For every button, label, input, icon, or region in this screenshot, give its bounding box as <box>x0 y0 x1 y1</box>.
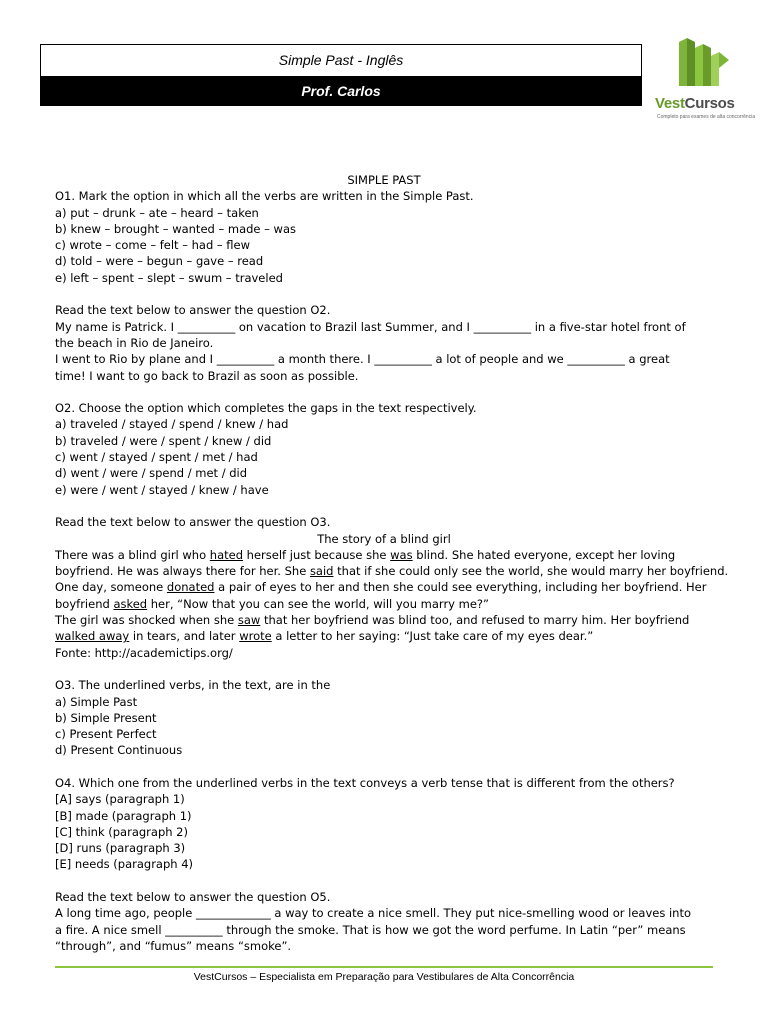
underlined-verb: hated <box>209 547 244 562</box>
story-line: walked away in tears, and later wrote a letter to her saying: “Just take care of my eyes dear.” <box>55 629 594 644</box>
q04-option-d: [D] runs (paragraph 3) <box>55 841 186 856</box>
document-body <box>55 172 729 954</box>
document-title: Simple Past - Inglês <box>41 45 641 76</box>
underlined-verb: donated <box>166 580 215 595</box>
text-02-line: time! I want to go back to Brazil as soon as possible. <box>55 368 359 383</box>
q02-option-a: a) traveled / stayed / spend / knew / had <box>55 417 289 432</box>
underlined-verb: asked <box>113 596 148 611</box>
q03-option-b: b) Simple Present <box>55 710 157 725</box>
text-05-intro: Read the text below to answer the question O5. <box>55 890 331 905</box>
q02-option-b: b) traveled / were / spent / knew / did <box>55 433 272 448</box>
q03-option-d: d) Present Continuous <box>55 743 183 758</box>
footer-text: VestCursos – Especialista em Preparação para Vestibulares de Alta Concorrência <box>193 971 575 983</box>
q01-option-e: e) left – spent – slept – swum – traveled <box>55 270 283 285</box>
underlined-verb: saw <box>237 613 261 628</box>
underlined-verb: said <box>309 564 334 579</box>
q02-option-c: c) went / stayed / spent / met / had <box>55 450 258 465</box>
section-heading: SIMPLE PAST <box>347 173 421 187</box>
story-source: Fonte: http://academictips.org/ <box>55 645 233 660</box>
teacher-banner: Prof. Carlos <box>41 76 641 106</box>
text-02-line: I went to Rio by plane and I __________ a month there. I __________ a lot of people and we __________ a great <box>55 352 670 367</box>
story-line: The girl was shocked when she saw that her boyfriend was blind too, and refused to marry him. Her boyfriend <box>55 613 690 628</box>
q02-option-d: d) went / were / spend / met / did <box>55 466 248 481</box>
question-04-stem: O4. Which one from the underlined verbs in the text conveys a verb tense that is different from the others? <box>55 775 675 790</box>
logo-mark-icon <box>671 34 751 94</box>
text-02-line: My name is Patrick. I __________ on vacation to Brazil last Summer, and I __________ in a five-star hotel front of <box>55 319 686 334</box>
story-line: boyfriend asked her, “Now that you can see the world, will you marry me?” <box>55 596 489 611</box>
question-03-stem: O3. The underlined verbs, in the text, are in the <box>55 678 331 693</box>
q01-option-d: d) told – were – begun – gave – read <box>55 254 264 269</box>
q01-option-a: a) put – drunk – ate – heard – taken <box>55 205 259 220</box>
q04-option-e: [E] needs (paragraph 4) <box>55 857 194 872</box>
story-line: One day, someone donated a pair of eyes to her and then she could see everything, including her boyfriend. Her <box>55 580 707 595</box>
question-01-stem: O1. Mark the option in which all the verbs are written in the Simple Past. <box>55 189 474 204</box>
question-02-stem: O2. Choose the option which completes the gaps in the text respectively. <box>55 401 477 416</box>
story-title: The story of a blind girl <box>317 531 451 546</box>
story-line: boyfriend. He was always there for her. She said that if she could only see the world, she would marry her boyfriend. <box>55 564 729 579</box>
underlined-verb: wrote <box>239 629 272 644</box>
q04-option-c: [C] think (paragraph 2) <box>55 824 188 839</box>
q01-option-c: c) wrote – come – felt – had – flew <box>55 238 251 253</box>
q04-option-a: [A] says (paragraph 1) <box>55 792 185 807</box>
text-05-line: a fire. A nice smell __________ through the smoke. That is how we got the word perfume. In Latin “per” means <box>55 922 686 937</box>
underlined-verb: was <box>390 547 413 562</box>
q03-option-c: c) Present Perfect <box>55 727 157 742</box>
logo-tagline: Completo para exames de alta concorrência <box>657 114 756 120</box>
text-02-line: the beach in Rio de Janeiro. <box>55 335 214 350</box>
story-line: There was a blind girl who hated herself just because she was blind. She hated everyone, except her loving <box>55 547 676 562</box>
vestcursos-logo <box>651 34 761 126</box>
header-box <box>40 44 642 106</box>
q01-option-b: b) knew – brought – wanted – made – was <box>55 221 297 236</box>
q04-option-b: [B] made (paragraph 1) <box>55 808 192 823</box>
text-05-line: “through”, and “fumus” means “smoke”. <box>55 938 292 953</box>
q03-option-a: a) Simple Past <box>55 694 138 709</box>
logo-wordmark: VestCursos <box>655 95 735 112</box>
q02-option-e: e) were / went / stayed / knew / have <box>55 482 269 497</box>
underlined-verb: walked away <box>55 629 130 644</box>
text-05-line: A long time ago, people _____________ a way to create a nice smell. They put nice-smelling wood or leaves into <box>55 906 692 921</box>
text-02-intro: Read the text below to answer the question O2. <box>55 303 331 318</box>
text-03-intro: Read the text below to answer the question O3. <box>55 515 331 530</box>
footer-divider <box>55 966 713 968</box>
